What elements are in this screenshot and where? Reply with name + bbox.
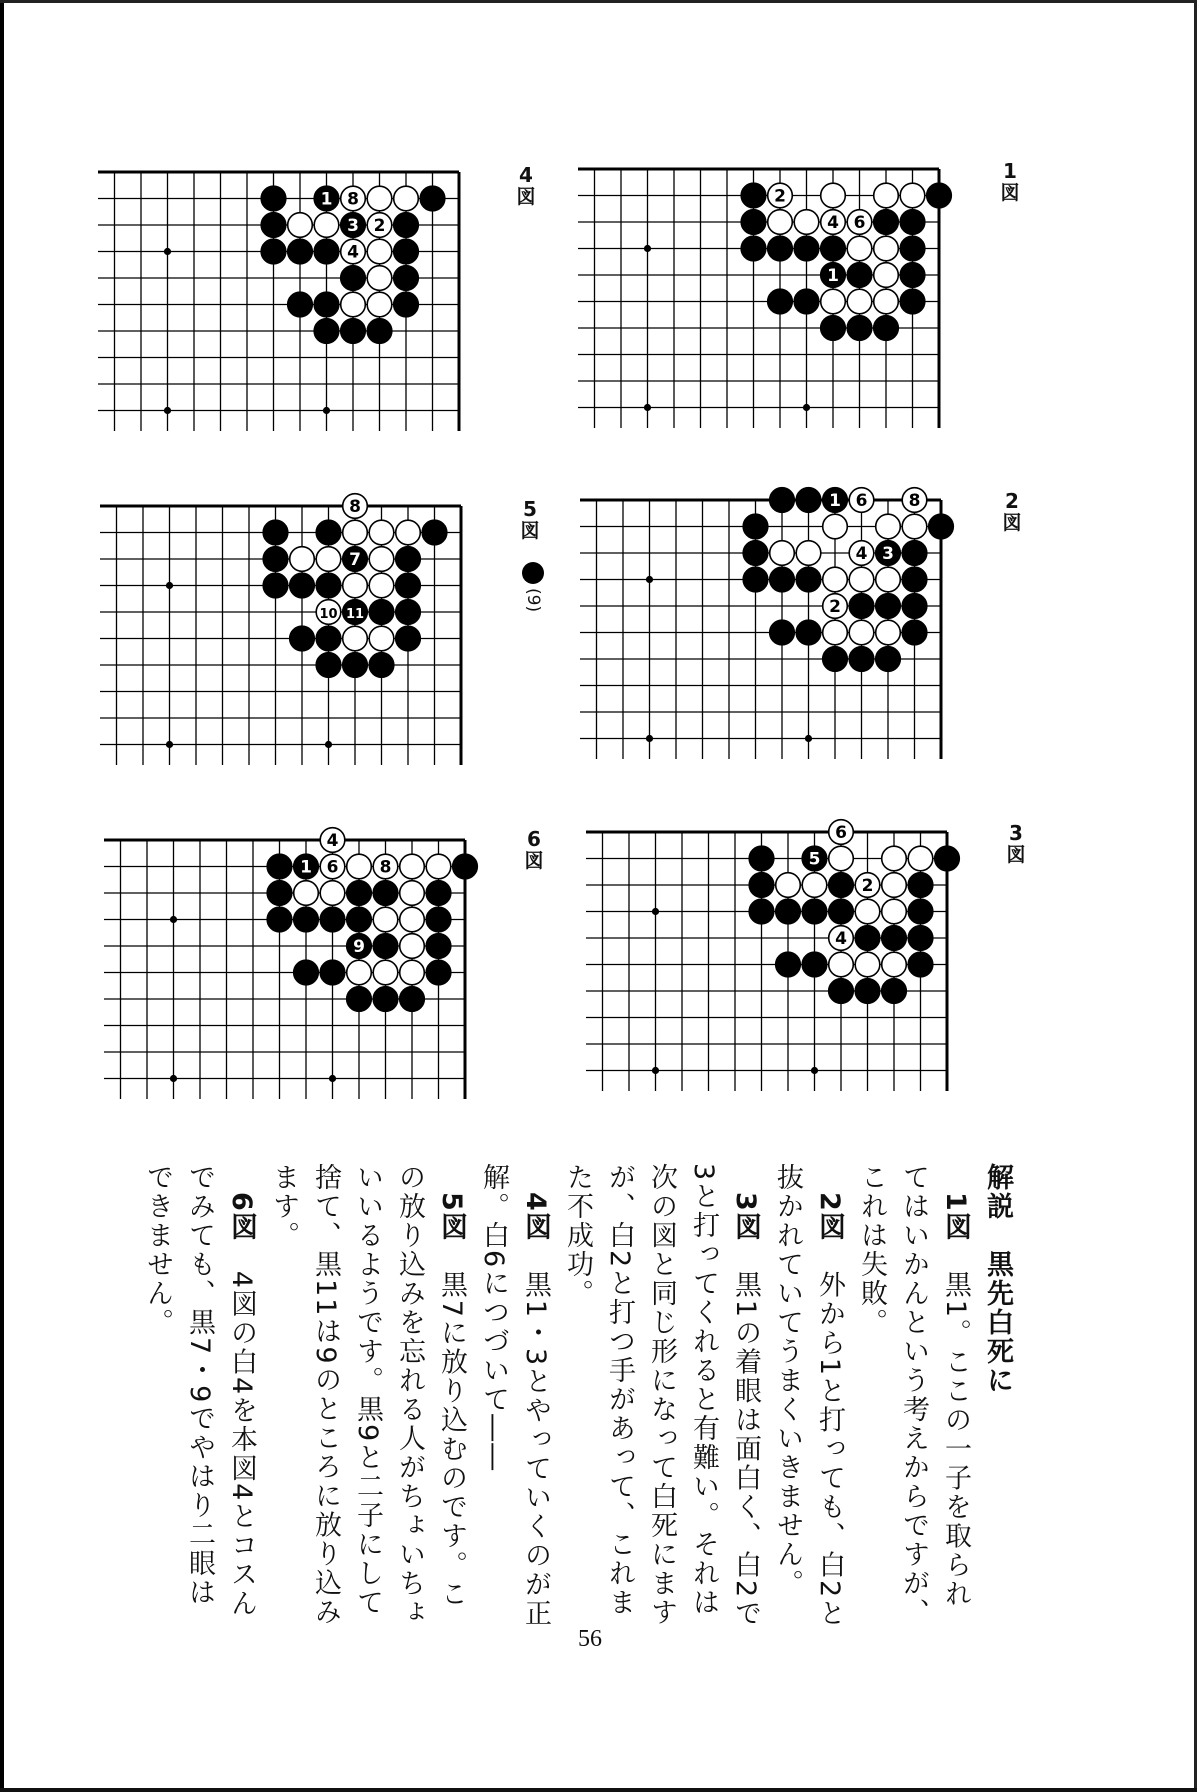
white-stone: [876, 620, 901, 645]
move-number: 11: [345, 607, 365, 622]
star-point: [803, 404, 810, 411]
paragraph-text: 外から1と打っても、白2と抜かれていてうまくいきません。: [772, 1163, 845, 1629]
move-number: 9: [353, 937, 365, 957]
white-stone: [369, 626, 394, 651]
black-stone: [794, 236, 819, 261]
white-stone: [776, 873, 801, 898]
black-stone: [927, 183, 952, 208]
black-stone: [263, 520, 288, 545]
paragraph-text: 黒7に放り込むのです。この放り込みを忘れる人がちょいちょいいるようです。黒9と二子にして捨て、黒11は9のところに放り込みます。: [268, 1163, 467, 1627]
go-diagram-1: [578, 159, 978, 441]
white-stone: [400, 881, 425, 906]
diagram-label-2: [1000, 490, 1024, 534]
move-number: 1: [827, 266, 839, 286]
black-stone-icon: [522, 562, 544, 584]
paragraph-ref: 6図: [226, 1192, 257, 1242]
black-stone: [902, 567, 927, 592]
black-stone: [796, 488, 821, 513]
black-stone: [741, 210, 766, 235]
white-stone: [373, 907, 398, 932]
black-stone: [347, 907, 372, 932]
black-stone: [369, 600, 394, 625]
move-number: 2: [829, 597, 841, 617]
white-stone: [823, 620, 848, 645]
black-stone: [902, 594, 927, 619]
black-stone: [876, 594, 901, 619]
black-stone: [908, 926, 933, 951]
black-stone: [343, 653, 368, 678]
white-stone: [821, 183, 846, 208]
black-stone: [314, 292, 339, 317]
black-stone: [802, 899, 827, 924]
paragraph-text: 黒1・3とやっていくのが正解。白6につづいて――: [478, 1163, 551, 1629]
black-stone: [796, 620, 821, 645]
black-stone: [900, 289, 925, 314]
move-number: 6: [853, 213, 866, 233]
move-number: 8: [908, 491, 921, 511]
black-stone: [768, 289, 793, 314]
move-number: 4: [855, 544, 868, 564]
black-stone: [396, 573, 421, 598]
diagram-suffix: 図: [1006, 844, 1026, 866]
diagram-suffix: 図: [1000, 182, 1020, 204]
black-stone: [849, 594, 874, 619]
paragraph-ref: 3図: [730, 1192, 761, 1242]
black-stone: [396, 600, 421, 625]
white-stone: [316, 547, 341, 572]
black-stone: [749, 873, 774, 898]
black-stone: [290, 573, 315, 598]
white-stone: [829, 952, 854, 977]
white-stone: [400, 960, 425, 985]
black-stone: [267, 907, 292, 932]
diagram-label-1: [998, 160, 1022, 204]
black-stone: [347, 987, 372, 1012]
black-stone: [743, 514, 768, 539]
white-stone: [802, 873, 827, 898]
white-stone: [343, 520, 368, 545]
black-stone: [426, 960, 451, 985]
black-stone: [341, 319, 366, 344]
white-stone: [288, 213, 313, 238]
black-stone: [743, 567, 768, 592]
white-stone: [900, 183, 925, 208]
black-stone: [821, 316, 846, 341]
black-stone: [900, 236, 925, 261]
black-stone: [855, 979, 880, 1004]
star-point: [805, 735, 812, 742]
white-stone: [908, 846, 933, 871]
star-point: [644, 404, 651, 411]
diagram-number: 3: [1009, 821, 1023, 845]
star-point: [646, 576, 653, 583]
white-stone: [768, 210, 793, 235]
white-stone: [367, 266, 392, 291]
black-stone: [453, 854, 478, 879]
diagram-label-4: [514, 164, 538, 208]
black-stone: [882, 979, 907, 1004]
black-stone: [267, 854, 292, 879]
star-point: [164, 248, 171, 255]
black-stone: [373, 881, 398, 906]
diagram-number: 5: [523, 497, 537, 521]
white-stone: [314, 213, 339, 238]
black-stone: [908, 899, 933, 924]
black-stone: [741, 183, 766, 208]
move-number: 3: [347, 216, 359, 236]
black-stone: [821, 236, 846, 261]
paragraph-ref: 5図: [436, 1192, 467, 1242]
black-stone: [426, 934, 451, 959]
page-edge-left: [0, 0, 4, 1792]
black-stone: [776, 952, 801, 977]
black-stone: [396, 626, 421, 651]
black-stone: [290, 626, 315, 651]
black-stone: [768, 236, 793, 261]
white-stone: [876, 514, 901, 539]
white-stone: [294, 881, 319, 906]
page-edge-bottom: [0, 1788, 1197, 1792]
white-stone: [874, 183, 899, 208]
white-stone: [347, 854, 372, 879]
black-stone: [394, 266, 419, 291]
black-stone: [847, 263, 872, 288]
move-number: 8: [349, 497, 361, 517]
black-stone: [267, 881, 292, 906]
black-stone: [935, 846, 960, 871]
white-stone: [320, 881, 345, 906]
black-stone: [263, 547, 288, 572]
commentary-paragraph-2: [766, 1163, 850, 1633]
black-stone: [749, 899, 774, 924]
paragraph-ref: 4図: [520, 1192, 551, 1242]
paragraph-text: 黒1。ここの一子を取られてはいかんという考えからですが、これは失敗。: [856, 1163, 971, 1627]
black-stone: [316, 626, 341, 651]
white-stone: [373, 960, 398, 985]
star-point: [166, 741, 173, 748]
white-stone: [823, 567, 848, 592]
diagram-number: 1: [1003, 159, 1017, 183]
move-number: 4: [347, 242, 359, 263]
diagram-number: 2: [1005, 489, 1019, 513]
white-stone: [796, 541, 821, 566]
white-stone: [829, 846, 854, 871]
diagram-suffix: 図: [520, 520, 540, 542]
white-stone: [855, 952, 880, 977]
star-point: [652, 908, 659, 915]
black-stone: [770, 488, 795, 513]
white-stone: [823, 514, 848, 539]
black-stone: [908, 952, 933, 977]
white-stone: [874, 263, 899, 288]
white-stone: [882, 952, 907, 977]
black-stone: [900, 263, 925, 288]
black-stone: [770, 620, 795, 645]
black-stone: [849, 647, 874, 672]
white-stone: [794, 210, 819, 235]
white-stone: [847, 289, 872, 314]
black-stone: [770, 567, 795, 592]
go-diagram-4: [98, 162, 498, 444]
move-number: 2: [373, 216, 386, 236]
white-stone: [426, 854, 451, 879]
commentary-text: [118, 1163, 1018, 1633]
white-stone: [400, 907, 425, 932]
star-point: [170, 1075, 177, 1082]
move-number: 3: [882, 544, 894, 564]
white-stone: [290, 547, 315, 572]
star-point: [166, 582, 173, 589]
white-stone: [369, 520, 394, 545]
black-stone: [288, 292, 313, 317]
go-diagram-2: [580, 490, 980, 780]
star-point: [325, 741, 332, 748]
diagram-number: 4: [519, 163, 533, 187]
white-stone: [847, 236, 872, 261]
black-stone: [823, 647, 848, 672]
white-stone: [343, 573, 368, 598]
black-stone: [261, 186, 286, 211]
white-stone: [396, 520, 421, 545]
white-stone: [400, 934, 425, 959]
commentary-paragraph-5: [262, 1163, 472, 1633]
move-number: 6: [326, 857, 339, 878]
black-stone: [369, 653, 394, 678]
move-number: 2: [861, 876, 874, 896]
go-diagram-3: [586, 822, 986, 1112]
white-stone: [394, 186, 419, 211]
white-stone: [874, 236, 899, 261]
move-number: 10: [319, 607, 338, 622]
diagram-suffix: 図: [516, 186, 536, 208]
black-stone: [394, 239, 419, 264]
star-point: [164, 407, 171, 414]
stone-note-9: [518, 562, 548, 612]
black-stone: [394, 292, 419, 317]
commentary-paragraph-3: [556, 1163, 766, 1633]
diagram-suffix: 図: [1002, 512, 1022, 534]
white-stone: [367, 186, 392, 211]
commentary-paragraph-1: [850, 1163, 976, 1633]
black-stone: [261, 239, 286, 264]
black-stone: [829, 873, 854, 898]
white-stone: [849, 567, 874, 592]
black-stone: [743, 541, 768, 566]
black-stone: [261, 213, 286, 238]
white-stone: [874, 289, 899, 314]
diagram-suffix: 図: [524, 850, 544, 872]
black-stone: [341, 266, 366, 291]
move-number: 6: [835, 823, 847, 843]
white-stone: [347, 960, 372, 985]
black-stone: [316, 520, 341, 545]
white-stone: [849, 620, 874, 645]
move-number: 1: [320, 189, 333, 210]
white-stone: [882, 899, 907, 924]
white-stone: [343, 626, 368, 651]
black-stone: [422, 520, 447, 545]
black-stone: [400, 987, 425, 1012]
black-stone: [929, 514, 954, 539]
go-diagram-5: [100, 496, 500, 786]
move-number: 1: [300, 857, 312, 878]
white-stone: [369, 547, 394, 572]
white-stone: [341, 292, 366, 317]
move-number: 8: [379, 857, 392, 878]
paragraph-ref: 1図: [940, 1192, 971, 1242]
black-stone: [314, 319, 339, 344]
paragraph-text: 4図の白4を本図4とコスんでみても、黒7・9でやはり二眼はできません。: [142, 1163, 257, 1619]
black-stone: [802, 952, 827, 977]
black-stone: [847, 316, 872, 341]
diagram-label-5: [518, 498, 542, 542]
black-stone: [294, 907, 319, 932]
black-stone: [874, 316, 899, 341]
black-stone: [908, 873, 933, 898]
black-stone: [373, 934, 398, 959]
go-diagram-6: [104, 830, 504, 1116]
black-stone: [749, 846, 774, 871]
black-stone: [874, 210, 899, 235]
move-number: 8: [347, 189, 359, 210]
star-point: [644, 245, 651, 252]
white-stone: [876, 567, 901, 592]
black-stone: [367, 319, 392, 344]
black-stone: [288, 239, 313, 264]
move-number: 5: [808, 849, 821, 870]
star-point: [811, 1067, 818, 1074]
black-stone: [320, 960, 345, 985]
black-stone: [373, 987, 398, 1012]
black-stone: [776, 899, 801, 924]
black-stone: [420, 186, 445, 211]
paragraph-ref: 2図: [814, 1192, 845, 1242]
white-stone: [367, 239, 392, 264]
page-number: 56: [578, 1626, 602, 1652]
black-stone: [855, 926, 880, 951]
star-point: [170, 916, 177, 923]
black-stone: [426, 907, 451, 932]
white-stone: [902, 514, 927, 539]
diagram-label-3: [1004, 822, 1028, 866]
white-stone: [821, 289, 846, 314]
black-stone: [902, 541, 927, 566]
black-stone: [900, 210, 925, 235]
black-stone: [796, 567, 821, 592]
black-stone: [882, 926, 907, 951]
star-point: [652, 1067, 659, 1074]
black-stone: [347, 881, 372, 906]
white-stone: [770, 541, 795, 566]
black-stone: [316, 653, 341, 678]
commentary-heading: 解説 黒先白死に: [982, 1163, 1013, 1395]
move-number: 4: [326, 831, 339, 851]
star-point: [646, 735, 653, 742]
black-stone: [876, 647, 901, 672]
commentary-paragraph-6: [136, 1163, 262, 1633]
black-stone: [794, 289, 819, 314]
black-stone: [314, 239, 339, 264]
black-stone: [316, 573, 341, 598]
move-number: 4: [835, 929, 847, 949]
black-stone: [741, 236, 766, 261]
move-number: 2: [774, 186, 786, 207]
black-stone: [829, 899, 854, 924]
move-number: 6: [855, 491, 868, 511]
black-stone: [294, 960, 319, 985]
note-text: (9): [523, 588, 543, 613]
black-stone: [396, 547, 421, 572]
diagram-label-6: [522, 828, 546, 872]
black-stone: [902, 620, 927, 645]
black-stone: [426, 881, 451, 906]
move-number: 7: [349, 550, 361, 570]
move-number: 4: [827, 213, 839, 233]
page-edge-top: [0, 0, 1197, 3]
white-stone: [855, 899, 880, 924]
star-point: [329, 1075, 336, 1082]
paragraph-text: 黒1の着眼は面白く、白2で3と打ってくれると有難い。それは次の図と同じ形になって白死にますが、白2と打つ手があって、これまた不成功。: [562, 1163, 761, 1629]
black-stone: [263, 573, 288, 598]
black-stone: [320, 907, 345, 932]
white-stone: [367, 292, 392, 317]
star-point: [323, 407, 330, 414]
white-stone: [369, 573, 394, 598]
commentary-paragraph-4: [472, 1163, 556, 1633]
move-number: 1: [829, 491, 841, 511]
white-stone: [882, 846, 907, 871]
black-stone: [394, 213, 419, 238]
diagram-number: 6: [527, 827, 541, 851]
black-stone: [829, 979, 854, 1004]
white-stone: [882, 873, 907, 898]
white-stone: [400, 854, 425, 879]
